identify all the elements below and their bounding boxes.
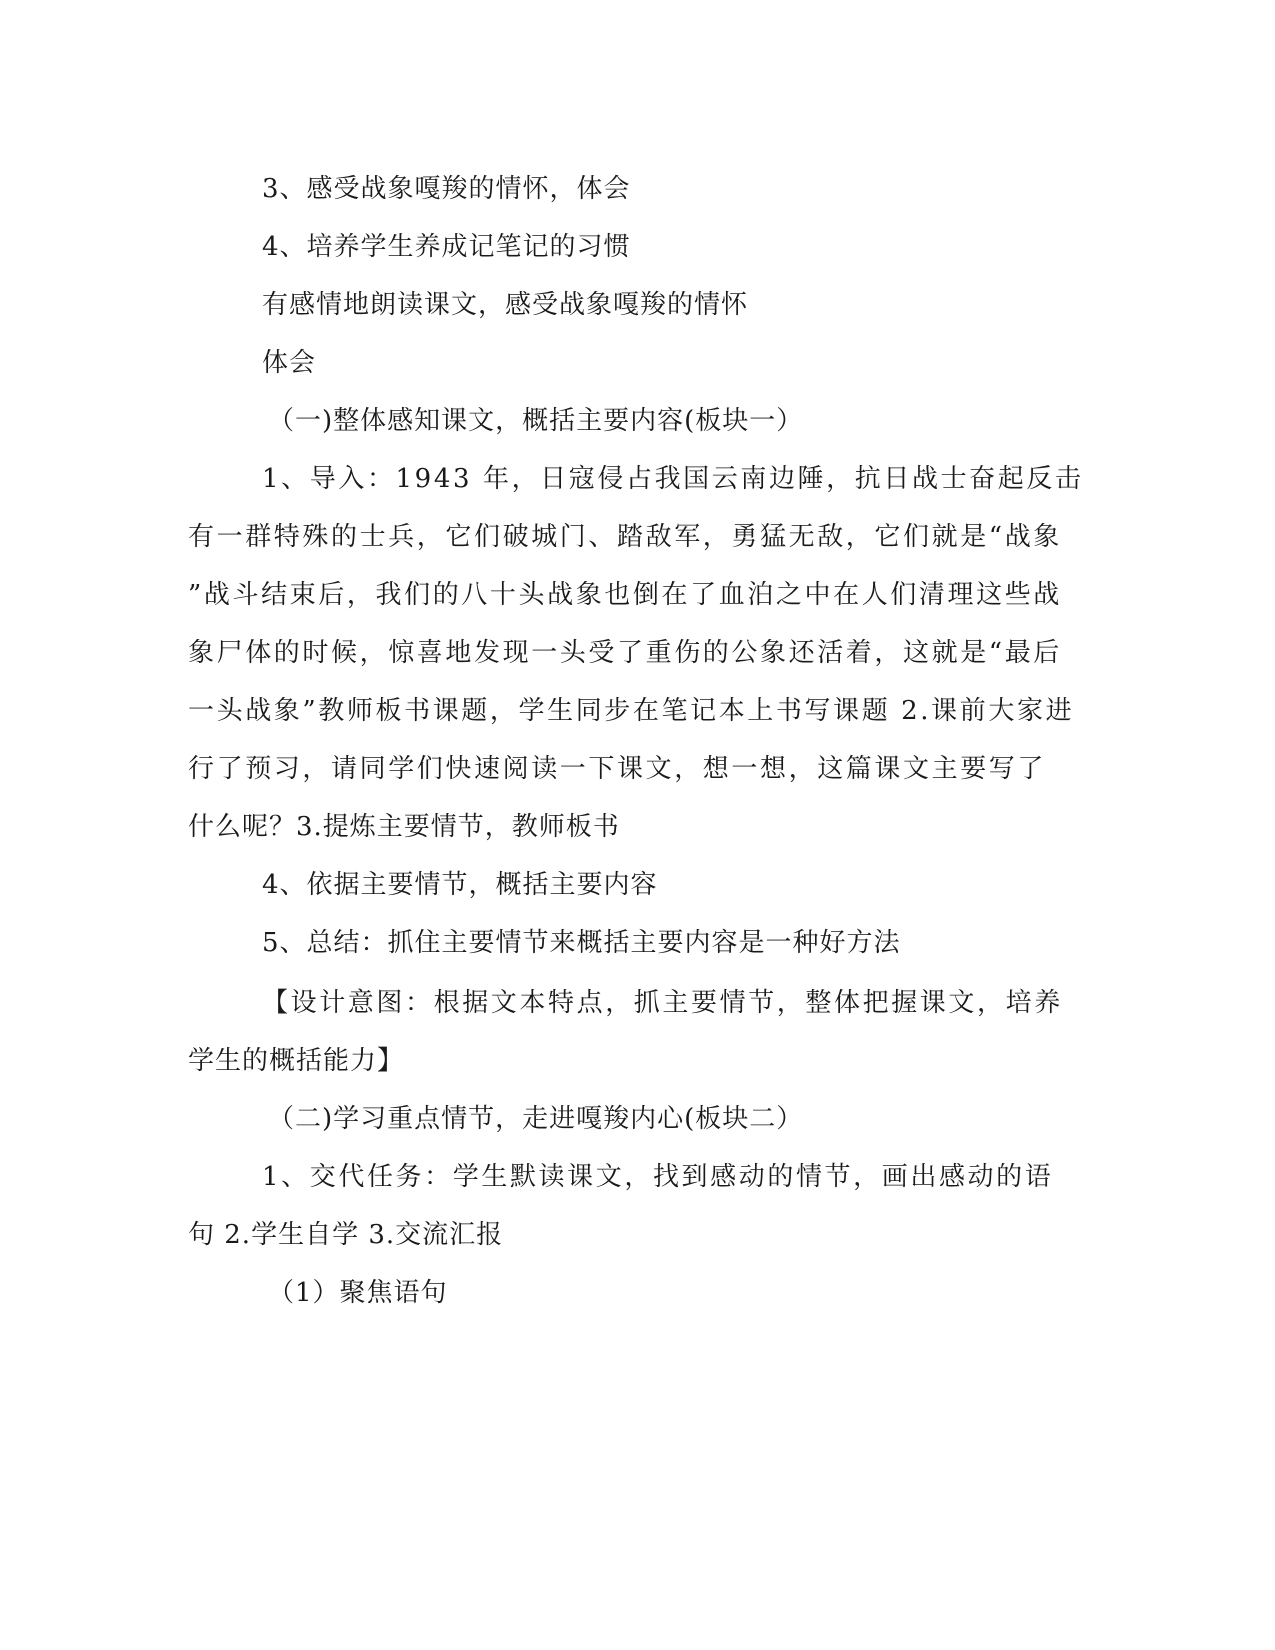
section-2-heading: （二)学习重点情节，走进嘎羧内心(板块二） xyxy=(268,1104,804,1134)
focus-sentence-heading: （1）聚焦语句 xyxy=(268,1278,448,1308)
step-5: 5、总结：抓住主要情节来概括主要内容是一种好方法 xyxy=(262,928,901,958)
teaching-focus: 有感情地朗读课文，感受战象嘎羧的情怀 xyxy=(262,290,749,320)
paragraph-line: 有一群特殊的士兵，它们破城门、踏敌军，勇猛无敌，它们就是“战象 xyxy=(188,522,1062,552)
section-1-heading: （一)整体感知课文，概括主要内容(板块一） xyxy=(268,406,804,436)
paragraph-line: 象尸体的时候，惊喜地发现一头受了重伤的公象还活着，这就是“最后 xyxy=(188,638,1062,668)
step-4: 4、依据主要情节，概括主要内容 xyxy=(262,870,658,900)
paragraph-line: 一头战象”教师板书课题，学生同步在笔记本上书写课题 2.课前大家进 xyxy=(188,696,1075,726)
objective-4: 4、培养学生养成记笔记的习惯 xyxy=(262,232,631,262)
paragraph-line: 行了预习，请同学们快速阅读一下课文，想一想，这篇课文主要写了 xyxy=(188,754,1047,784)
paragraph-line: 1、导入：1943 年，日寇侵占我国云南边陲，抗日战士奋起反击 xyxy=(262,464,1084,494)
teaching-difficulty: 体会 xyxy=(262,348,317,378)
design-intent-continued: 学生的概括能力】 xyxy=(188,1046,405,1076)
task-paragraph-continued: 句 2.学生自学 3.交流汇报 xyxy=(188,1220,504,1250)
task-paragraph: 1、交代任务：学生默读课文，找到感动的情节，画出感动的语 xyxy=(262,1162,1054,1192)
design-intent: 【设计意图：根据文本特点，抓主要情节，整体把握课文，培养 xyxy=(262,988,1063,1018)
paragraph-line: 什么呢？3.提炼主要情节，教师板书 xyxy=(188,812,620,842)
objective-3: 3、感受战象嘎羧的情怀，体会 xyxy=(262,174,631,204)
paragraph-line: ”战斗结束后，我们的八十头战象也倒在了血泊之中在人们清理这些战 xyxy=(188,580,1062,610)
